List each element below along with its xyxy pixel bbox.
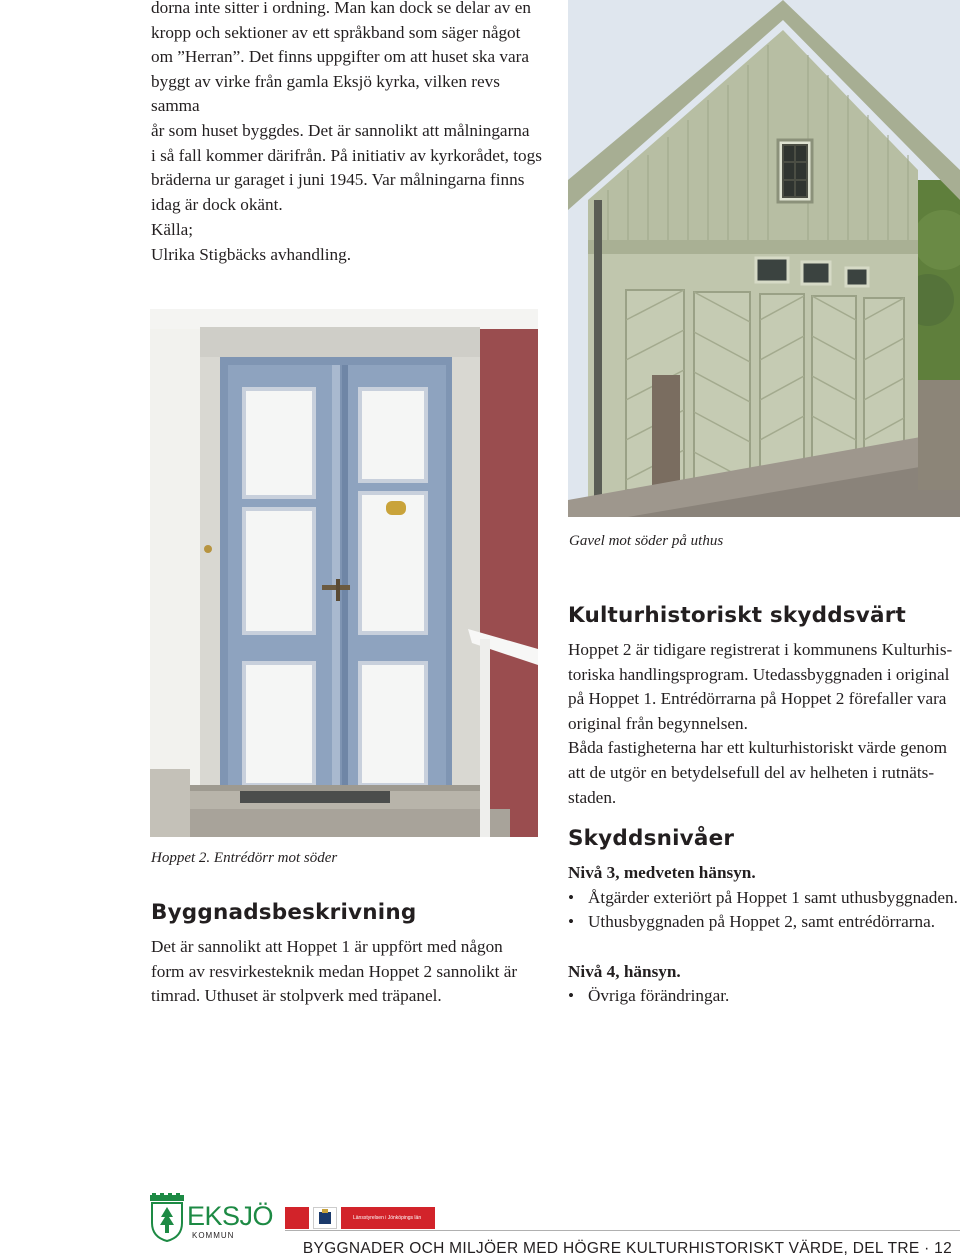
skyddsnivaer-body	[568, 861, 960, 1009]
byggnadsbeskrivning-heading: Byggnadsbeskrivning	[151, 900, 417, 925]
kulturhistoriskt-line: staden.	[568, 787, 617, 807]
intro-line: kropp och sektioner av ett språkband som säger något	[151, 22, 521, 42]
intro-line: år som huset byggdes. Det är sannolikt att målningarna	[151, 120, 530, 140]
intro-line: dorna inte sitter i ordning. Man kan dock se delar av en	[151, 0, 531, 17]
door-photo	[150, 309, 538, 837]
outbuilding-photo	[568, 0, 960, 517]
byggnadsbeskrivning-line: Det är sannolikt att Hoppet 1 är uppfört med någon	[151, 937, 503, 956]
door-illustration	[150, 309, 538, 837]
byggnadsbeskrivning-line: timrad. Uthuset är stolpverk med träpanel.	[151, 986, 442, 1006]
kulturhistoriskt-line: Båda fastigheterna har ett kulturhistoriskt värde genom	[568, 738, 947, 758]
running-footer: BYGGNADER OCH MILJÖER MED HÖGRE KULTURHISTORISKT VÄRDE, DEL TRE · 12	[302, 1240, 952, 1257]
partner-red-block	[285, 1207, 309, 1229]
level4-title: Nivå 4, hänsyn.	[568, 961, 681, 981]
kulturhistoriskt-heading: Kulturhistoriskt skyddsvärt	[568, 603, 906, 628]
door-caption: Hoppet 2. Entrédörr mot söder	[151, 850, 338, 866]
logo-sub: KOMMUN	[192, 1231, 235, 1240]
source-note	[151, 218, 546, 267]
kulturhistoriskt-body	[568, 638, 960, 810]
outbuilding-caption: Gavel mot söder på uthus	[569, 533, 724, 549]
intro-line: byggt av virke från gamla Eksjö kyrka, vilken revs samma	[151, 71, 500, 116]
skyddsnivaer-heading: Skyddsnivåer	[568, 826, 735, 851]
list-item: • Övriga förändringar.	[568, 984, 960, 1009]
level3-title: Nivå 3, medveten hänsyn.	[568, 863, 756, 882]
byggnadsbeskrivning-body	[151, 935, 546, 1009]
logo-name: EKSJÖ	[187, 1201, 274, 1231]
partner-banner	[341, 1207, 435, 1229]
intro-line: i så fall kommer därifrån. På initiativ av kyrkorådet, togs	[151, 145, 542, 165]
list-item: • Åtgärder exteriört på Hoppet 1 samt uthusbyggnaden.	[568, 886, 960, 911]
intro-line: bräderna ur garaget i juni 1945. Var målningarna finns	[151, 170, 525, 190]
crown-icon	[313, 1207, 337, 1229]
level4-list	[568, 984, 960, 1009]
kulturhistoriskt-line: original från begynnelsen.	[568, 713, 748, 733]
footer-rule	[285, 1230, 960, 1231]
intro-line: om ”Herran”. Det finns uppgifter om att huset ska vara	[151, 47, 529, 67]
source-value: Ulrika Stigbäcks avhandling.	[151, 244, 352, 264]
list-item: • Uthusbyggnaden på Hoppet 2, samt entrédörrarna.	[568, 910, 960, 935]
kulturhistoriskt-line: toriska handlingsprogram. Utedassbyggnaden i original	[568, 664, 950, 684]
level3-list	[568, 886, 960, 935]
kulturhistoriskt-line: Hoppet 2 är tidigare registrerat i kommunens Kulturhis-	[568, 640, 953, 659]
kulturhistoriskt-line: att de utgör en betydelsefull del av helheten i rutnäts-	[568, 762, 935, 782]
intro-paragraph	[151, 0, 546, 217]
eksjo-logo	[150, 1193, 274, 1243]
byggnadsbeskrivning-line: form av resvirkesteknik medan Hoppet 2 sannolikt är	[151, 961, 518, 981]
kulturhistoriskt-line: på Hoppet 1. Entrédörrarna på Hoppet 2 förefaller vara	[568, 689, 947, 709]
source-label: Källa;	[151, 220, 193, 239]
partner-logo	[285, 1207, 435, 1229]
intro-line: idag är dock okänt.	[151, 194, 283, 214]
outbuilding-illustration	[568, 0, 960, 517]
partner-text: Länsstyrelsen i Jönköpings län	[353, 1215, 422, 1221]
